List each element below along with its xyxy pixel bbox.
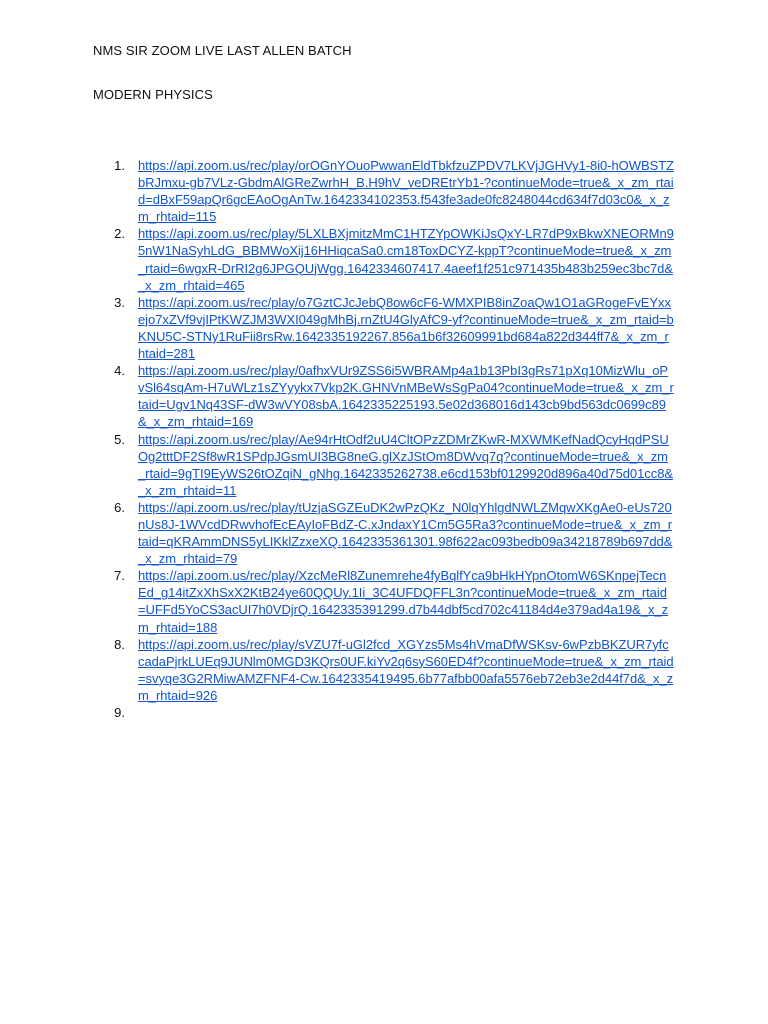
document-title: NMS SIR ZOOM LIVE LAST ALLEN BATCH — [93, 43, 352, 58]
list-number: 4. — [114, 363, 125, 379]
list-item — [93, 225, 683, 293]
recording-link[interactable]: https://api.zoom.us/rec/play/tUzjaSGZEuDK2wPzQKz_N0lqYhlgdNWLZMqwXKgAe0-eUs720nUs8J-1WVcdDRwvhofEcEAyIoFBdZ-C.xJndaxY1Cm5G5Ra3?continueMode=true&_x_zm_rtaid=qKRAmmDNS5yLIKklZzxeXQ.1642335361301.98f622ac093bedb09a34218789b697dd&_x_zm_rhtaid=79 — [138, 499, 673, 567]
list-item — [93, 704, 683, 721]
list-number: 7. — [114, 568, 125, 584]
recording-link[interactable]: https://api.zoom.us/rec/play/sVZU7f-uGl2fcd_XGYzs5Ms4hVmaDfWSKsv-6wPzbBKZUR7yfccadaPjrkLUEq9JUNlm0MGD3KQrs0UF.kiYv2q6syS60ED4f?continueMode=true&_x_zm_rtaid=svyqe3G2RMiwAMZFNF4-Cw.1642335419495.6b77afbb00afa5576eb72eb3e2d44f7d&_x_zm_rhtaid=926 — [138, 636, 674, 703]
empty-list-entry[interactable] — [138, 704, 674, 721]
recording-link[interactable]: https://api.zoom.us/rec/play/o7GztCJcJebQ8ow6cF6-WMXPIB8inZoaQw1O1aGRogeFvEYxxejo7xZVf9vjIPtKWZJM3WXI049gMhBj.rnZtU4GlyAfC9-yf?continueMode=true&_x_zm_rtaid=bKNU5C-STNy1RuFii8rsRw.1642335192267.856a1b6f32609991bd684a822d344ff7&_x_zm_rhtaid=281 — [138, 294, 674, 362]
list-number: 2. — [114, 226, 125, 242]
recording-link-list — [93, 157, 683, 721]
list-item — [93, 294, 683, 362]
list-item — [93, 431, 683, 499]
list-item — [93, 157, 683, 225]
list-number: 5. — [114, 431, 125, 447]
list-number: 8. — [114, 636, 125, 652]
recording-link[interactable]: https://api.zoom.us/rec/play/0afhxVUr9ZSS6i5WBRAMp4a1b13PbI3gRs71pXq10MizWlu_oPvSl64sqAm-H7uWLz1sZYyykx7Vkp2K.GHNVnMBeWsSgPa04?continueMode=true&_x_zm_rtaid=Ugv1Nq43SF-dW3wVY08sbA.1642335225193.5e02d368016d143cb9bd563dc0699c89&_x_zm_rhtaid=169 — [138, 363, 674, 430]
recording-link[interactable]: https://api.zoom.us/rec/play/Ae94rHtOdf2uU4CltOPzZDMrZKwR-MXWMKefNadQcyHqdPSUOg2tttDF2Sf8wR1SPdpJGsmUI3BG8neG.glXzJStOm8DWvq7q?continueMode=true&_x_zm_rtaid=9gTI9EyWS26tOZqiN_gNhg.1642335262738.e6cd153bf0129920d896a40d75d01cc8&_x_zm_rhtaid=11 — [138, 431, 673, 498]
list-item — [93, 499, 683, 567]
list-number: 6. — [114, 499, 125, 515]
list-item — [93, 362, 683, 430]
list-item — [93, 636, 683, 704]
list-number: 1. — [114, 158, 125, 173]
list-number: 3. — [114, 294, 125, 310]
list-number: 9. — [114, 705, 125, 720]
recording-link[interactable]: https://api.zoom.us/rec/play/XzcMeRl8Zunemrehe4fyBqlfYca9bHkHYpnOtomW6SKnpejTecnEd_g14itZxXhSxX2KtB24ye60QQUy.1Ii_3C4UFDQFFL3n?continueMode=true&_x_zm_rtaid=UFFd5YoCS3acUI7h0VDjrQ.1642335391299.d7b44dbf5cd702c41184d4e379ad4a19&_x_zm_rhtaid=188 — [138, 568, 669, 635]
document-subtitle: MODERN PHYSICS — [93, 87, 213, 102]
list-item — [93, 567, 683, 635]
recording-link[interactable]: https://api.zoom.us/rec/play/5LXLBXjmitzMmC1HTZYpOWKiJsQxY-LR7dP9xBkwXNEORMn95nW1NaSyhLdG_BBMWoXij16HHiqcaSa0.cm18ToxDCYZ-kppT?continueMode=true&_x_zm_rtaid=6wgxR-DrRI2g6JPGQUjWgg.1642334607417.4aeef1f251c971435b483b259ec3bc7d&_x_zm_rhtaid=465 — [138, 226, 674, 293]
recording-link[interactable]: https://api.zoom.us/rec/play/orOGnYOuoPwwanEldTbkfzuZPDV7LKVjJGHVy1-8i0-hOWBSTZbRJmxu-gb7VLz-GbdmAlGReZwrhH_B.H9hV_veDREtrYb1-?continueMode=true&_x_zm_rtaid=dBxF59apQr6gcEAoOgAnTw.1642334102353.f543fe3ade0fc8248044cd634f7d03c0&_x_zm_rhtaid=115 — [138, 158, 674, 225]
